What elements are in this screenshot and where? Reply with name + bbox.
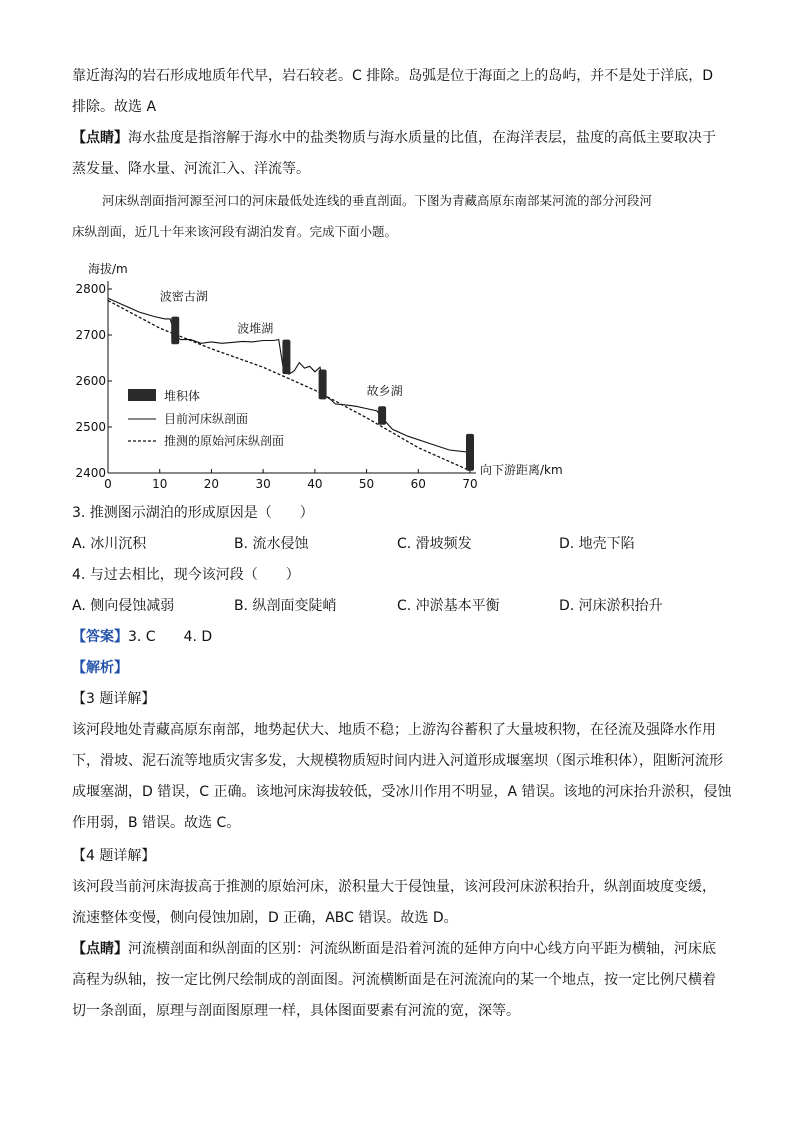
lake-label: 故乡湖 xyxy=(366,383,403,398)
dianjing-tag: 【点睛】 xyxy=(72,130,128,146)
deposit-mark xyxy=(319,370,327,400)
dianjing-text: 海水盐度是指溶解于海水中的盐类物质与海水质量的比值，在海洋表层，盐度的高低主要取决于 xyxy=(128,130,716,146)
text-line: 切一条剖面，原理与剖面图原理一样，具体图面要素有河流的宽，深等。 xyxy=(72,1003,520,1019)
text-line: 蒸发量、降水量、河流汇入、洋流等。 xyxy=(72,161,310,177)
x-tick-label: 70 xyxy=(462,477,478,491)
legend-deposit-label: 堆积体 xyxy=(164,389,201,403)
x-tick-label: 40 xyxy=(307,477,323,491)
d3-line: 成堰塞湖，D 错误，C 正确。该地河床海拔较低，受冰川作用不明显，A 错误。该地的河床抬升淤积，侵蚀 xyxy=(72,784,732,800)
q4-option-a[interactable]: A. 侧向侵蚀减弱 xyxy=(72,598,175,614)
x-tick-label: 20 xyxy=(203,477,220,491)
q4-option-c[interactable]: C. 冲淤基本平衡 xyxy=(397,598,500,614)
d3-line: 下，滑坡、泥石流等地质灾害多发，大规模物质短时间内进入河道形成堰塞坝（图示堆积体），阻断河流形 xyxy=(72,753,723,769)
deposit-mark xyxy=(171,317,179,345)
dianjing-text: 河流横剖面和纵剖面的区别：河流纵断面是沿着河流的延伸方向中心线方向平距为横轴，河床底 xyxy=(128,941,716,957)
series-current-profile xyxy=(108,298,470,452)
deposit-mark xyxy=(282,340,290,375)
q4-option-d[interactable]: D. 河床淤积抬升 xyxy=(559,598,663,614)
d4-line: 该河段当前河床海拔高于推测的原始河床，淤积量大于侵蚀量，该河段河床淤积抬升，纵剖面坡度变缓， xyxy=(72,879,716,895)
x-tick-label: 60 xyxy=(410,477,426,491)
answer-text: 3. C 4. D xyxy=(128,629,213,645)
question-4-stem: 4. 与过去相比，现今该河段（ ） xyxy=(72,567,300,583)
answer-tag: 【答案】 xyxy=(72,629,128,645)
d3-heading: 【3 题详解】 xyxy=(72,691,156,707)
dianjing-block xyxy=(72,128,716,148)
text-line: 排除。故选 A xyxy=(72,99,157,115)
text-line: 靠近海沟的岩石形成地质年代早，岩石较老。C 排除。岛弧是位于海面之上的岛屿，并不是处于洋底，D xyxy=(72,68,714,84)
answer-line xyxy=(72,627,212,647)
q3-option-c[interactable]: C. 滑坡频发 xyxy=(397,536,472,552)
text-line: 高程为纵轴，按一定比例尺绘制成的剖面图。河流横断面是在河流流向的某一个地点，按一定比例尺横着 xyxy=(72,972,716,988)
d4-heading: 【4 题详解】 xyxy=(72,848,156,864)
lake-label: 波密古湖 xyxy=(159,289,208,304)
d3-line: 作用弱，B 错误。故选 C。 xyxy=(72,815,241,831)
x-axis-label: 向下游距离/km xyxy=(480,463,563,477)
q3-option-d[interactable]: D. 地壳下陷 xyxy=(559,536,635,552)
legend-current-label: 目前河床纵剖面 xyxy=(164,412,249,426)
legend-deposit-swatch xyxy=(128,389,156,401)
q4-option-b[interactable]: B. 纵剖面变陡峭 xyxy=(234,598,337,614)
d4-line: 流速整体变慢，侧向侵蚀加剧，D 正确，ABC 错误。故选 D。 xyxy=(72,910,458,926)
y-tick-label: 2600 xyxy=(75,374,106,388)
d3-line: 该河段地处青藏高原东南部，地势起伏大、地质不稳；上游沟谷蓄积了大量坡积物，在径流及强降水作用 xyxy=(72,722,716,738)
deposit-mark xyxy=(378,406,386,424)
y-tick-label: 2700 xyxy=(75,328,106,342)
intro-line: 床纵剖面，近几十年来该河段有湖泊发育。完成下面小题。 xyxy=(72,224,398,239)
x-tick-label: 50 xyxy=(358,477,375,491)
dianjing-tag: 【点睛】 xyxy=(72,941,128,957)
legend-original-label: 推测的原始河床纵剖面 xyxy=(164,434,285,448)
x-tick-label: 30 xyxy=(255,477,271,491)
y-axis-label: 海拔/m xyxy=(88,262,128,276)
intro-line: 河床纵剖面指河源至河口的河床最低处连线的垂直剖面。下图为青藏高原东南部某河流的部分河段河 xyxy=(102,193,653,208)
question-3-stem: 3. 推测图示湖泊的形成原因是（ ） xyxy=(72,505,314,521)
y-tick-label: 2400 xyxy=(75,466,106,480)
deposit-mark xyxy=(466,434,474,471)
series-original-profile xyxy=(108,301,470,471)
dianjing-block xyxy=(72,939,716,959)
lake-label: 波堆湖 xyxy=(237,321,274,336)
y-tick-label: 2800 xyxy=(75,282,106,296)
x-tick-label: 10 xyxy=(152,477,168,491)
y-tick-label: 2500 xyxy=(75,420,106,434)
river-profile-chart xyxy=(0,258,794,491)
q3-option-a[interactable]: A. 冰川沉积 xyxy=(72,536,147,552)
q3-option-b[interactable]: B. 流水侵蚀 xyxy=(234,536,309,552)
x-tick-label: 0 xyxy=(104,477,112,491)
analysis-heading: 【解析】 xyxy=(72,660,128,676)
